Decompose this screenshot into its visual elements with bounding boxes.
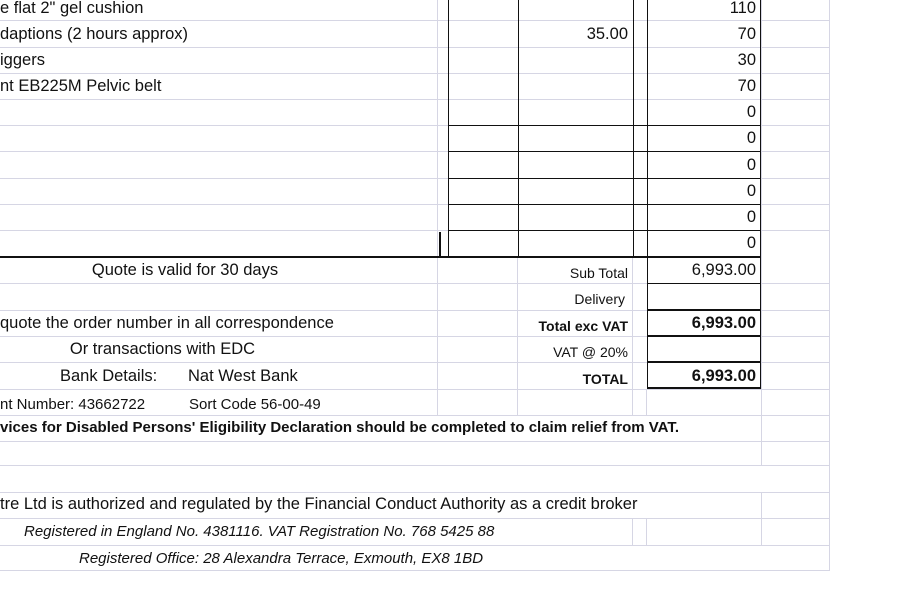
table-border [448, 230, 761, 231]
total-value: 6,993.00 [691, 367, 756, 385]
totals-border [647, 361, 761, 363]
totals-border [647, 256, 648, 389]
item-total: 0 [746, 208, 756, 226]
grid-line [0, 73, 830, 74]
grid-line [0, 99, 830, 100]
registered-office: Registered Office: 28 Alexandra Terrace, Exmouth, EX8 1BD [79, 550, 484, 567]
vat-declaration-note: vices for Disabled Persons' Eligibility Declaration should be completed to claim relief from VAT. [0, 419, 680, 436]
table-border [518, 0, 519, 256]
subtotal-label: Sub Total [569, 265, 628, 281]
bank-details-label: Bank Details: [60, 367, 158, 385]
item-total: 0 [746, 103, 756, 121]
table-border [448, 125, 761, 126]
totals-border [647, 387, 761, 389]
registration-info: Registered in England No. 4381116. VAT Registration No. 768 5425 88 [24, 523, 495, 540]
table-border [647, 0, 648, 256]
grid-line [0, 465, 830, 466]
totals-border [647, 283, 761, 284]
grid-line [437, 0, 438, 415]
vat-label: VAT @ 20% [553, 344, 628, 360]
item-unit-price: 35.00 [586, 25, 628, 43]
item-description: iggers [0, 51, 45, 69]
table-border [633, 0, 634, 256]
total-label: TOTAL [582, 371, 628, 387]
grid-line [0, 492, 830, 493]
quote-validity: Quote is valid for 30 days [91, 261, 279, 279]
item-description: daptions (2 hours approx) [0, 25, 189, 43]
item-total: 0 [746, 156, 756, 174]
grid-line [0, 545, 830, 546]
table-border [448, 151, 761, 152]
grid-line [829, 0, 830, 571]
grid-line [761, 492, 762, 545]
delivery-label: Delivery [574, 291, 625, 307]
item-total: 0 [746, 182, 756, 200]
grid-line [0, 570, 830, 571]
grid-line [0, 389, 830, 390]
grid-line [517, 256, 518, 415]
item-description: e flat 2" gel cushion [0, 0, 144, 17]
exc-vat-value: 6,993.00 [691, 314, 756, 332]
item-total: 0 [746, 129, 756, 147]
table-border [439, 232, 441, 256]
totals-border [647, 335, 761, 337]
subtotal-value: 6,993.00 [691, 261, 756, 279]
grid-line [0, 20, 830, 21]
grid-line [0, 518, 830, 519]
item-total: 0 [746, 234, 756, 252]
grid-line [632, 518, 633, 545]
grid-line [0, 47, 830, 48]
item-total: 30 [737, 51, 756, 69]
fca-statement: tre Ltd is authorized and regulated by the Financial Conduct Authority as a credit broker [0, 495, 638, 513]
totals-border [647, 309, 761, 311]
item-total: 110 [729, 0, 756, 17]
quote-order-note: quote the order number in all correspondence [0, 314, 334, 332]
table-border [760, 0, 761, 256]
totals-border [760, 256, 761, 389]
grid-line [0, 415, 830, 416]
exc-vat-label: Total exc VAT [538, 318, 628, 334]
grid-line [646, 389, 647, 415]
grid-line [646, 518, 647, 545]
item-total: 70 [737, 25, 756, 43]
sort-code: Sort Code 56-00-49 [189, 396, 321, 413]
account-number: nt Number: 43662722 [0, 396, 146, 413]
table-border [448, 204, 761, 205]
table-border [448, 0, 449, 256]
grid-line [761, 0, 762, 465]
transactions-note: Or transactions with EDC [69, 340, 256, 358]
grid-line [0, 441, 830, 442]
item-description: nt EB225M Pelvic belt [0, 77, 162, 95]
bank-name: Nat West Bank [188, 367, 298, 385]
item-total: 70 [737, 77, 756, 95]
table-border [448, 178, 761, 179]
grid-line [632, 256, 633, 415]
